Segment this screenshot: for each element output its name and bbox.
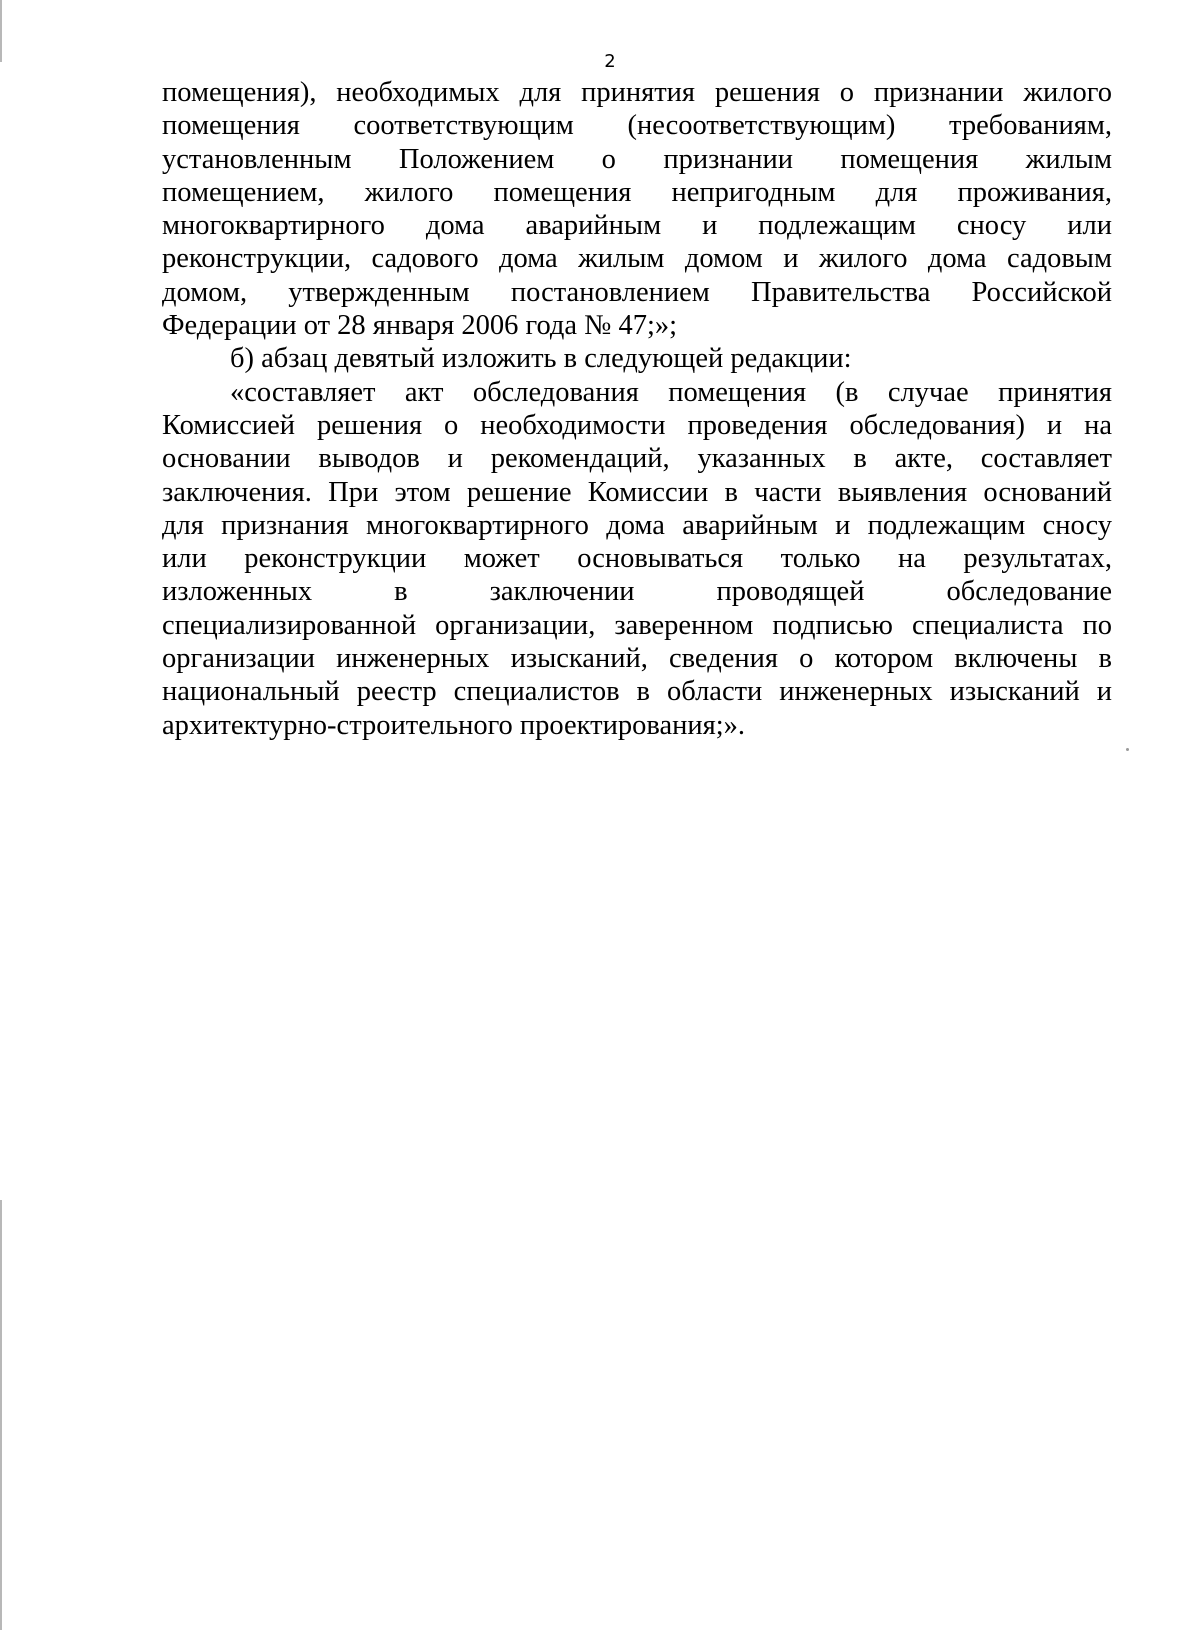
text-line: национальный реестр специалистов в области инженерных изысканий и (162, 676, 1112, 708)
text-line: архитектурно-строительного проектирования;». (162, 709, 745, 741)
text-line: заключения. При этом решение Комиссии в части выявления оснований (162, 476, 1112, 508)
paragraph-continuation (162, 76, 1112, 342)
text-line: помещения соответствующим (несоответствующим) требованиям, (162, 110, 1112, 142)
text-line: основании выводов и рекомендаций, указанных в акте, составляет (162, 443, 1112, 475)
scan-edge-mark-top (0, 0, 2, 62)
text-line: «составляет акт обследования помещения (в случае принятия (230, 376, 1112, 408)
page-number: 2 (604, 51, 616, 72)
text-line: Федерации от 28 января 2006 года № 47;»; (162, 310, 678, 342)
text-line: реконструкции, садового дома жилым домом и жилого дома садовым (162, 243, 1112, 275)
text-line: установленным Положением о признании помещения жилым (162, 143, 1112, 175)
paragraph-quoted-text (162, 376, 1112, 742)
scan-edge-mark-bottom (0, 1200, 2, 1630)
text-line: специализированной организации, заверенном подписью специалиста по (162, 609, 1112, 641)
text-line: домом, утвержденным постановлением Правительства Российской (162, 276, 1112, 308)
text-line: организации инженерных изысканий, сведения о котором включены в (162, 643, 1112, 675)
document-body (162, 76, 1112, 742)
paragraph-amendment-b (162, 342, 1112, 375)
text-line: Комиссией решения о необходимости проведения обследования) и на (162, 409, 1112, 441)
text-line: помещения), необходимых для принятия решения о признании жилого (162, 77, 1112, 108)
text-line: для признания многоквартирного дома аварийным и подлежащим сносу (162, 509, 1112, 541)
scan-speck (1126, 748, 1129, 751)
text-line: многоквартирного дома аварийным и подлежащим сносу или (162, 210, 1112, 242)
text-line: помещением, жилого помещения непригодным для проживания, (162, 176, 1112, 208)
text-line: б) абзац девятый изложить в следующей редакции: (230, 343, 852, 375)
text-line: изложенных в заключении проводящей обследование (162, 576, 1112, 608)
text-line: или реконструкции может основываться только на результатах, (162, 543, 1112, 575)
